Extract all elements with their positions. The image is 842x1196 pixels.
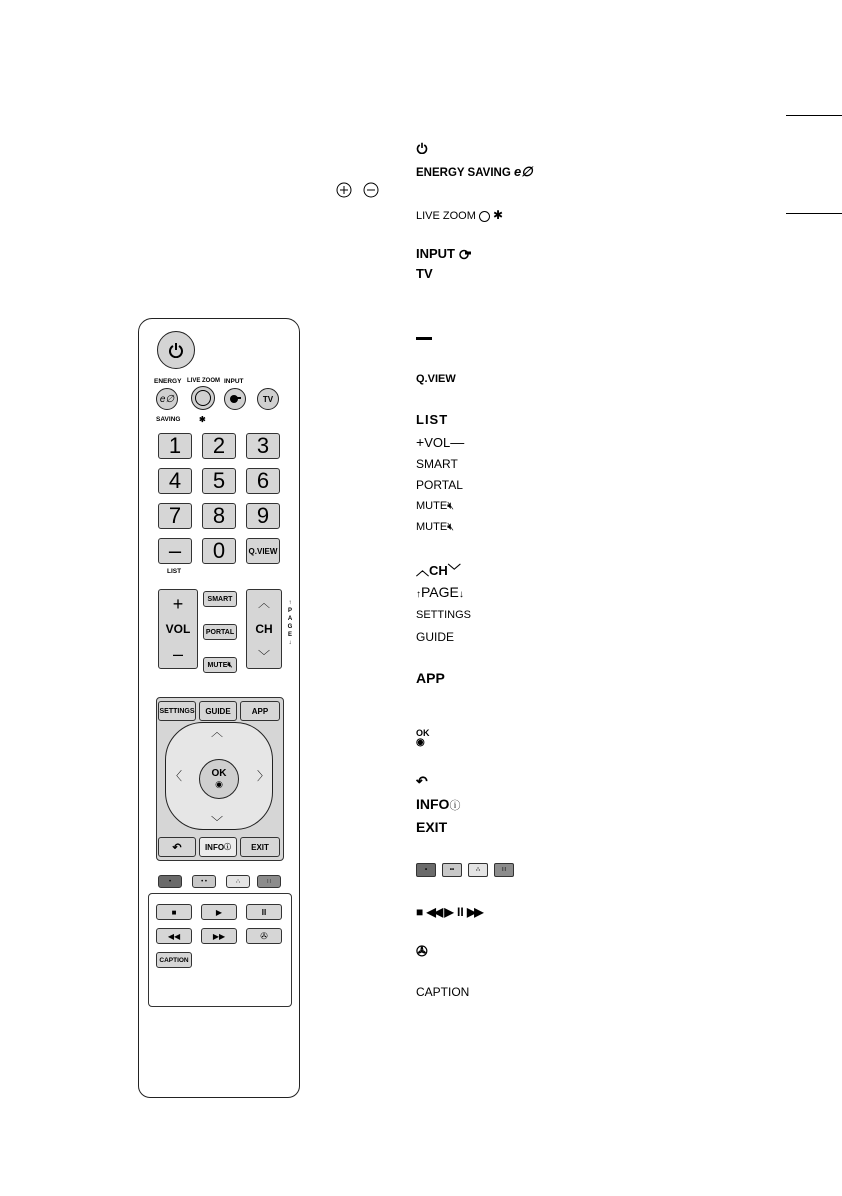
arrow-up-icon: ↑ bbox=[416, 589, 421, 600]
input-icon bbox=[459, 249, 471, 260]
ch-rocker[interactable] bbox=[246, 589, 282, 669]
legend-caption-label: CAPTION bbox=[416, 985, 470, 999]
legend-guide bbox=[416, 630, 454, 644]
list-label: LIST bbox=[167, 568, 182, 575]
live-zoom-label: LIVE ZOOM bbox=[187, 378, 220, 384]
info-icon: ⓘ bbox=[449, 800, 461, 812]
vol-label: VOL bbox=[165, 622, 191, 636]
pause-icon: II bbox=[261, 907, 267, 917]
blue-key-icon: ∷ bbox=[494, 863, 514, 877]
legend-info-label: INFO bbox=[416, 796, 450, 812]
three-dot-icon: ∴ bbox=[236, 879, 240, 885]
legend-app bbox=[416, 670, 445, 686]
settings-button[interactable]: SETTINGS bbox=[158, 701, 196, 721]
legend-ok-label: OK bbox=[416, 728, 430, 738]
page-side-label: ↑ P A G E ↓ bbox=[287, 600, 293, 646]
green-key-icon: •• bbox=[442, 863, 462, 877]
back-button[interactable] bbox=[158, 837, 196, 857]
info-icon: ⓘ bbox=[224, 844, 232, 851]
app-button[interactable]: APP bbox=[240, 701, 280, 721]
rewind-icon: ◀◀ bbox=[167, 931, 181, 941]
yellow-color-button[interactable] bbox=[226, 875, 250, 888]
legend-info bbox=[416, 796, 460, 814]
legend-power bbox=[416, 140, 428, 154]
sim-link-button[interactable] bbox=[246, 928, 282, 944]
live-zoom-button[interactable] bbox=[191, 386, 215, 410]
simplink-icon: ✇ bbox=[260, 930, 268, 941]
input-icon bbox=[229, 394, 241, 404]
simplink-icon: ✇ bbox=[416, 943, 428, 959]
legend-list-label: LIST bbox=[416, 412, 449, 427]
input-button[interactable] bbox=[224, 388, 246, 410]
qview-button[interactable]: Q.VIEW bbox=[246, 538, 280, 564]
legend-settings-label: SETTINGS bbox=[416, 609, 472, 621]
arrow-down-icon: ↓ bbox=[458, 589, 464, 600]
red-key-icon: • bbox=[416, 863, 436, 877]
ring-icon bbox=[479, 211, 490, 222]
ok-label: OK bbox=[211, 768, 227, 779]
mute-button-label: MUTE bbox=[207, 661, 228, 669]
red-color-button[interactable] bbox=[158, 875, 182, 888]
dpad-left-icon[interactable]: 〈 bbox=[170, 769, 183, 783]
dash-button[interactable]: – bbox=[158, 538, 192, 564]
back-icon: ↶ bbox=[416, 773, 428, 789]
minus-icon: — bbox=[450, 434, 465, 450]
stop-icon: ■ bbox=[416, 905, 424, 919]
one-dot-icon: • bbox=[168, 878, 172, 885]
four-dot-icon: ∷ bbox=[267, 879, 271, 885]
green-color-button[interactable] bbox=[192, 875, 216, 888]
chevron-up-icon: ︿ bbox=[257, 596, 270, 610]
remote-control bbox=[138, 318, 300, 1098]
legend-back bbox=[416, 774, 428, 788]
tv-button-label: TV bbox=[262, 394, 274, 404]
chevron-down-icon: ﹀ bbox=[447, 563, 461, 578]
legend-color-buttons bbox=[416, 860, 514, 877]
exit-button[interactable]: EXIT bbox=[240, 837, 280, 857]
guide-button[interactable]: GUIDE bbox=[199, 701, 237, 721]
chevron-up-icon: ︿ bbox=[416, 563, 430, 578]
legend-guide-label: GUIDE bbox=[416, 630, 455, 644]
digit-6-button[interactable]: 6 bbox=[246, 468, 280, 494]
speaker-mute-icon: 🔇︎ bbox=[227, 660, 233, 669]
fast-forward-icon: ▶▶ bbox=[212, 931, 226, 941]
legend-tv-label: TV bbox=[416, 266, 433, 281]
rewind-button[interactable] bbox=[156, 928, 192, 944]
legend-qview-label: Q.VIEW bbox=[416, 373, 456, 385]
smart-button[interactable]: SMART bbox=[203, 591, 237, 607]
caption-button[interactable]: CAPTION bbox=[156, 952, 192, 968]
energy-saving-button[interactable] bbox=[156, 388, 178, 410]
digit-3-button[interactable]: 3 bbox=[246, 433, 280, 459]
input-label: INPUT bbox=[224, 378, 244, 385]
digit-4-button[interactable]: 4 bbox=[158, 468, 192, 494]
play-icon: ▶ bbox=[444, 905, 454, 919]
two-dot-icon: • • bbox=[201, 878, 207, 885]
legend-mute-2 bbox=[416, 520, 454, 534]
dash-icon bbox=[416, 337, 432, 340]
legend-vol-label: VOL bbox=[424, 435, 451, 450]
vol-rocker[interactable] bbox=[158, 589, 198, 669]
digit-1-button[interactable]: 1 bbox=[158, 433, 192, 459]
mid-right-rule bbox=[786, 213, 842, 214]
legend-smart bbox=[416, 457, 458, 471]
legend-smart-label: SMART bbox=[416, 457, 458, 471]
vol-minus: – bbox=[172, 644, 183, 664]
legend-media-keys bbox=[416, 905, 481, 919]
dpad-up-icon[interactable]: ︿ bbox=[211, 725, 224, 739]
asterisk-label: ✱ bbox=[199, 415, 206, 424]
info-button[interactable] bbox=[199, 837, 237, 857]
legend-live-zoom bbox=[416, 208, 503, 223]
saving-label: SAVING bbox=[156, 416, 181, 423]
play-icon: ▶ bbox=[215, 907, 223, 917]
energy-saving-icon: e∅ bbox=[159, 393, 175, 405]
chevron-down-icon: ﹀ bbox=[257, 649, 270, 663]
ring-icon bbox=[195, 390, 211, 406]
legend-page-label: PAGE bbox=[421, 584, 459, 600]
legend-ch bbox=[416, 563, 461, 579]
legend-simplink bbox=[416, 944, 428, 958]
speaker-mute-icon: 🔇︎ bbox=[447, 521, 455, 533]
legend-dash bbox=[416, 331, 432, 345]
vol-plus: + bbox=[172, 594, 184, 614]
digit-5-button[interactable]: 5 bbox=[202, 468, 236, 494]
ch-label: CH bbox=[255, 622, 273, 636]
energy-label: ENERGY bbox=[154, 378, 182, 385]
play-button[interactable] bbox=[201, 904, 237, 920]
plus-icon: + bbox=[416, 434, 425, 450]
legend-energy-saving bbox=[416, 165, 533, 180]
energy-saving-icon: e∅ bbox=[514, 164, 533, 179]
power-button[interactable] bbox=[157, 331, 195, 369]
dpad-down-icon[interactable]: ﹀ bbox=[211, 815, 224, 829]
stop-button[interactable] bbox=[156, 904, 192, 920]
legend-tv bbox=[416, 266, 433, 282]
ok-dot-icon: ◉ bbox=[215, 779, 223, 789]
digit-7-button[interactable]: 7 bbox=[158, 503, 192, 529]
portal-button[interactable]: PORTAL bbox=[203, 624, 237, 640]
legend-mute-1-label: MUTE bbox=[416, 500, 448, 512]
legend-energy-saving-label: ENERGY SAVING bbox=[416, 167, 511, 179]
legend-input bbox=[416, 246, 471, 262]
info-label: INFO bbox=[204, 842, 225, 852]
fast-forward-button[interactable] bbox=[201, 928, 237, 944]
legend-caption bbox=[416, 985, 469, 999]
top-right-rule bbox=[786, 115, 842, 116]
legend-qview bbox=[416, 372, 456, 386]
mute-button[interactable] bbox=[203, 657, 237, 673]
legend-ch-label: CH bbox=[429, 563, 448, 578]
stop-icon: ■ bbox=[171, 907, 177, 917]
ok-dot-icon: ◉ bbox=[416, 737, 425, 748]
legend-mute-2-label: MUTE bbox=[416, 521, 448, 533]
dpad-right-icon[interactable]: 〉 bbox=[257, 769, 270, 783]
asterisk-icon: ✱ bbox=[493, 208, 504, 222]
legend-exit bbox=[416, 819, 447, 835]
legend-live-zoom-label: LIVE ZOOM bbox=[416, 210, 476, 222]
legend-ok bbox=[416, 729, 430, 747]
digit-8-button[interactable]: 8 bbox=[202, 503, 236, 529]
fast-forward-icon: ▶▶ bbox=[467, 905, 482, 919]
legend-list bbox=[416, 412, 448, 428]
legend-portal-label: PORTAL bbox=[416, 478, 463, 492]
tv-button[interactable] bbox=[257, 388, 279, 410]
legend-page bbox=[416, 584, 464, 603]
speaker-mute-icon: 🔇︎ bbox=[447, 500, 455, 512]
yellow-key-icon: ∴ bbox=[468, 863, 488, 877]
power-icon bbox=[168, 342, 184, 358]
legend-app-label: APP bbox=[416, 670, 445, 686]
pause-button[interactable] bbox=[246, 904, 282, 920]
digit-9-button[interactable]: 9 bbox=[246, 503, 280, 529]
minus-circle-icon bbox=[363, 182, 379, 198]
rewind-icon: ◀◀ bbox=[426, 905, 442, 919]
blue-color-button[interactable] bbox=[257, 875, 281, 888]
legend-vol bbox=[416, 434, 464, 451]
legend-mute-1 bbox=[416, 499, 454, 513]
digit-2-button[interactable]: 2 bbox=[202, 433, 236, 459]
legend-settings bbox=[416, 608, 471, 622]
back-icon: ↶ bbox=[172, 841, 182, 854]
power-icon bbox=[416, 142, 428, 154]
legend-input-label: INPUT bbox=[416, 246, 455, 261]
legend-exit-label: EXIT bbox=[416, 819, 448, 835]
plus-circle-icon bbox=[336, 182, 352, 198]
ok-button[interactable] bbox=[199, 759, 239, 799]
legend-portal bbox=[416, 478, 463, 492]
pause-icon: II bbox=[456, 905, 464, 919]
digit-0-button[interactable]: 0 bbox=[202, 538, 236, 564]
